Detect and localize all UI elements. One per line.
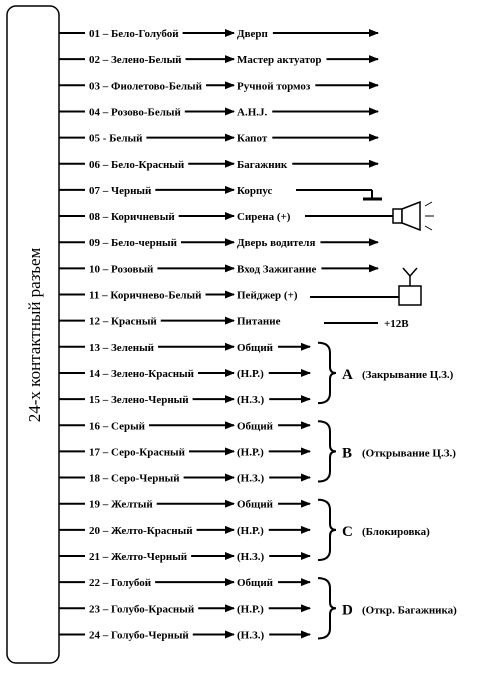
wire-function: (Н.З.) [237, 629, 265, 642]
wire-row [59, 394, 310, 406]
wire-row [59, 54, 378, 66]
wire-label: 23 – Голубо-Красный [89, 603, 195, 616]
wire-row [59, 577, 310, 589]
groups-layer [318, 343, 457, 639]
wire-label: 17 – Серо-Красный [89, 446, 185, 459]
wire-row [59, 185, 273, 197]
wire-label: 12 – Красный [89, 315, 157, 328]
wire-row [59, 603, 310, 615]
wire-row [59, 106, 378, 118]
wire-label: 06 – Бело-Красный [89, 158, 185, 171]
wire-function: Питание [237, 315, 281, 328]
wire-row [59, 28, 378, 40]
wire-label: 11 – Коричнево-Белый [89, 289, 202, 302]
wire-label: 10 – Розовый [89, 263, 154, 276]
wire-row [59, 525, 310, 537]
wire-label: 18 – Серо-Черный [89, 472, 180, 485]
group-letter: C [342, 523, 353, 540]
wire-function: Багажник [237, 158, 288, 171]
wire-row [59, 80, 378, 92]
group-letter: D [342, 602, 353, 619]
wire-row [59, 263, 378, 275]
wire-function: Корпус [237, 184, 273, 197]
relay-group [318, 343, 454, 403]
wire-row [59, 473, 310, 485]
group-description: (Открывание Ц.З.) [362, 447, 456, 460]
wire-row [59, 133, 378, 145]
wire-row [59, 499, 310, 511]
relay-group [318, 578, 457, 638]
wire-function: A.H.J. [237, 106, 268, 119]
wire-row [59, 420, 310, 432]
wire-function: Общий [237, 498, 274, 511]
wire-label: 21 – Желто-Черный [89, 551, 188, 563]
wire-label: 24 – Голубо-Черный [89, 629, 189, 642]
wire-function: Общий [237, 420, 274, 433]
wire-row [59, 551, 310, 563]
wire-row [59, 342, 310, 354]
wire-label: 03 – Фиолетово-Белый [89, 80, 202, 93]
wire-label: 09 – Бело-черный [89, 237, 177, 250]
ground-symbol [296, 190, 382, 199]
wire-label: 04 – Розово-Белый [89, 106, 181, 119]
wire-function: Дверп [237, 28, 268, 40]
wire-function: Ручной тормоз [237, 80, 311, 93]
wire-function: (Н.Р.) [237, 524, 264, 537]
wire-row [59, 159, 378, 171]
wire-row [59, 629, 310, 641]
siren-icon [305, 202, 434, 230]
wire-row [59, 316, 281, 328]
wire-function: Дверь водителя [237, 237, 316, 250]
group-letter: B [342, 445, 353, 462]
group-description: (Закрывание Ц.З.) [362, 368, 454, 381]
wire-function: (Н.Р.) [237, 603, 264, 616]
wire-row [59, 290, 298, 302]
wire-label: 05 - Белый [89, 132, 143, 145]
wire-row [59, 211, 291, 223]
group-brace [318, 578, 336, 638]
group-letter: A [342, 366, 353, 383]
group-description: (Откр. Багажника) [362, 604, 457, 617]
relay-group [318, 421, 456, 481]
wire-function: (Н.З.) [237, 394, 265, 407]
wire-label: 07 – Черный [89, 184, 152, 197]
wire-function: Мастер актуатор [237, 54, 322, 67]
wire-function: Общий [237, 341, 274, 354]
wire-label: 22 – Голубой [89, 577, 152, 590]
group-description: (Блокировка) [362, 525, 430, 538]
group-brace [318, 500, 336, 560]
wire-function: (Н.З.) [237, 472, 265, 485]
connector-title: 24-х контактный разъем [25, 247, 44, 423]
wire-label: 13 – Зеленый [89, 341, 155, 354]
wire-function: Капот [237, 132, 268, 145]
group-brace [318, 343, 336, 403]
wire-label: 15 – Зелено-Черный [89, 394, 189, 407]
wire-function: Общий [237, 577, 274, 590]
pager-antenna-icon [310, 268, 421, 305]
wire-label: 20 – Желто-Красный [89, 524, 193, 537]
wire-function: Пейджер (+) [237, 289, 298, 302]
supply-label: +12В [384, 318, 409, 330]
group-brace [318, 421, 336, 481]
wire-row [59, 237, 378, 249]
wire-function: Вход Зажигание [237, 263, 317, 276]
wire-row [59, 368, 310, 380]
wire-function: (Н.З.) [237, 551, 265, 563]
wire-label: 08 – Коричневый [89, 211, 175, 224]
wire-label: 01 – Бело-Голубой [89, 28, 179, 40]
wire-label: 14 – Зелено-Красный [89, 367, 194, 380]
wire-label: 02 – Зелено-Белый [89, 54, 182, 67]
wire-function: (Н.Р.) [237, 367, 264, 380]
relay-group [318, 500, 430, 560]
wire-function: Сирена (+) [237, 211, 291, 224]
wire-label: 16 – Серый [89, 420, 146, 433]
wire-function: (Н.Р.) [237, 446, 264, 459]
wire-label: 19 – Желтый [89, 498, 153, 511]
wire-row [59, 446, 310, 458]
